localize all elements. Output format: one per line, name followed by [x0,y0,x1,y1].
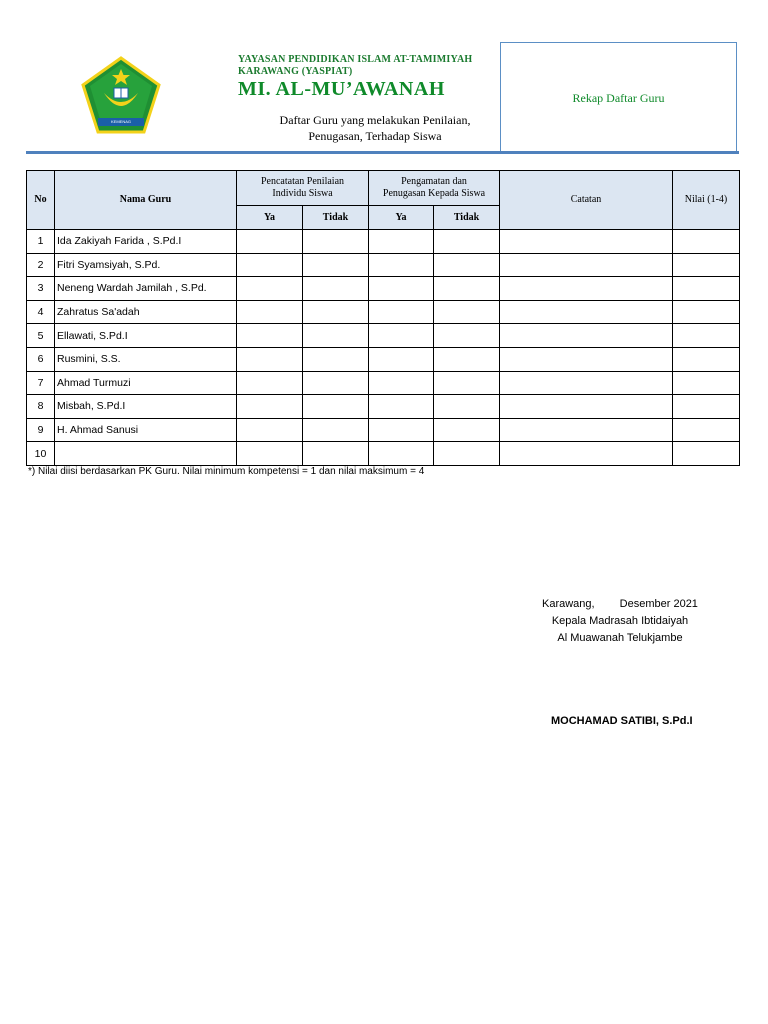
title-box [500,42,737,154]
cell [673,442,740,466]
cell [369,371,434,395]
row-number: 6 [27,347,55,371]
row-number: 7 [27,371,55,395]
cell [434,324,500,348]
cell [303,347,369,371]
header-group-individual [237,171,369,206]
cell [673,324,740,348]
teacher-name: Rusmini, S.S. [55,347,237,371]
cell [369,230,434,254]
cell [673,347,740,371]
cell [303,395,369,419]
cell [434,442,500,466]
row-number: 4 [27,300,55,324]
teacher-name: Neneng Wardah Jamilah , S.Pd. [55,277,237,301]
sign-place-date [542,598,698,610]
cell [500,324,673,348]
cell [500,371,673,395]
row-number: 1 [27,230,55,254]
cell [237,253,303,277]
signer-role-1: Kepala Madrasah Ibtidaiyah [551,615,689,627]
cell [237,300,303,324]
teacher-name: Misbah, S.Pd.I [55,395,237,419]
teacher-name [55,442,237,466]
cell [500,418,673,442]
cell [303,418,369,442]
cell [369,277,434,301]
cell [673,395,740,419]
cell [434,347,500,371]
cell [303,442,369,466]
cell [303,300,369,324]
header-notes: Catatan [500,171,673,230]
row-number: 10 [27,442,55,466]
cell [237,277,303,301]
teacher-name: Zahratus Sa'adah [55,300,237,324]
cell [500,347,673,371]
cell [303,324,369,348]
cell [303,371,369,395]
cell [434,395,500,419]
row-number: 3 [27,277,55,301]
group1-line-2: Individu Siswa [272,188,333,199]
sign-place: Karawang, [542,598,595,610]
cell [303,277,369,301]
cell [434,230,500,254]
header-rule [26,151,739,154]
cell [500,300,673,324]
cell [237,347,303,371]
teacher-name: Ellawati, S.Pd.I [55,324,237,348]
table-row [27,324,740,348]
table-row [27,277,740,301]
cell [237,395,303,419]
cell [369,347,434,371]
cell [237,230,303,254]
cell [303,253,369,277]
header-no-2: Tidak [434,206,500,230]
signer-role-2: Al Muawanah Telukjambe [557,632,683,644]
foundation-name [238,54,472,78]
foundation-line-1: YAYASAN PENDIDIKAN ISLAM AT-TAMIMIYAH [238,54,473,65]
signer-name: MOCHAMAD SATIBI, S.Pd.I [551,715,693,727]
cell [434,277,500,301]
document-subtitle [240,112,510,144]
cell [673,253,740,277]
table-row [27,347,740,371]
cell [237,442,303,466]
group1-line-1: Pencatatan Penilaian [260,176,345,187]
group2-line-2: Penugasan Kepada Siswa [382,188,486,199]
cell [673,371,740,395]
cell [303,230,369,254]
row-number: 8 [27,395,55,419]
cell [673,418,740,442]
row-number: 9 [27,418,55,442]
table-row [27,230,740,254]
footnote: *) Nilai diisi berdasarkan PK Guru. Nilai minimum kompetensi = 1 dan nilai maksimum = 4 [28,466,425,477]
teacher-name: Ida Zakiyah Farida , S.Pd.I [55,230,237,254]
header-name: Nama Guru [55,171,237,230]
cell [500,230,673,254]
table-row [27,395,740,419]
sign-date: Desember 2021 [619,598,698,610]
cell [673,300,740,324]
cell [434,418,500,442]
teacher-name: Ahmad Turmuzi [55,371,237,395]
cell [434,371,500,395]
row-number: 2 [27,253,55,277]
header-no-1: Tidak [303,206,369,230]
cell [369,395,434,419]
table-row [27,371,740,395]
header-yes-2: Ya [369,206,434,230]
cell [237,418,303,442]
cell [434,300,500,324]
teacher-name: H. Ahmad Sanusi [55,418,237,442]
cell [369,324,434,348]
cell [369,253,434,277]
teacher-name: Fitri Syamsiyah, S.Pd. [55,253,237,277]
table-row [27,418,740,442]
table-row [27,253,740,277]
table-row [27,442,740,466]
subtitle-line-2: Penugasan, Terhadap Siswa [308,129,442,143]
cell [673,230,740,254]
header-score: Nilai (1-4) [673,171,740,230]
subtitle-line-1: Daftar Guru yang melakukan Penilaian, [279,113,471,127]
row-number: 5 [27,324,55,348]
title-box-text: Rekap Daftar Guru [572,90,665,105]
logo-label: KEMENAG [110,119,131,124]
cell [434,253,500,277]
group2-line-1: Pengamatan dan [401,176,467,187]
foundation-line-2: KARAWANG (YASPIAT) [238,66,353,77]
cell [500,253,673,277]
table-row [27,300,740,324]
cell [673,277,740,301]
school-name: MI. AL-MU’AWANAH [238,78,445,100]
header-group-observation [369,171,500,206]
header-yes-1: Ya [237,206,303,230]
cell [500,442,673,466]
header-no: No [27,171,55,230]
cell [500,395,673,419]
cell [369,418,434,442]
teacher-table [26,170,740,466]
cell [237,324,303,348]
cell [369,300,434,324]
cell [369,442,434,466]
cell [237,371,303,395]
cell [500,277,673,301]
school-logo [80,55,162,137]
